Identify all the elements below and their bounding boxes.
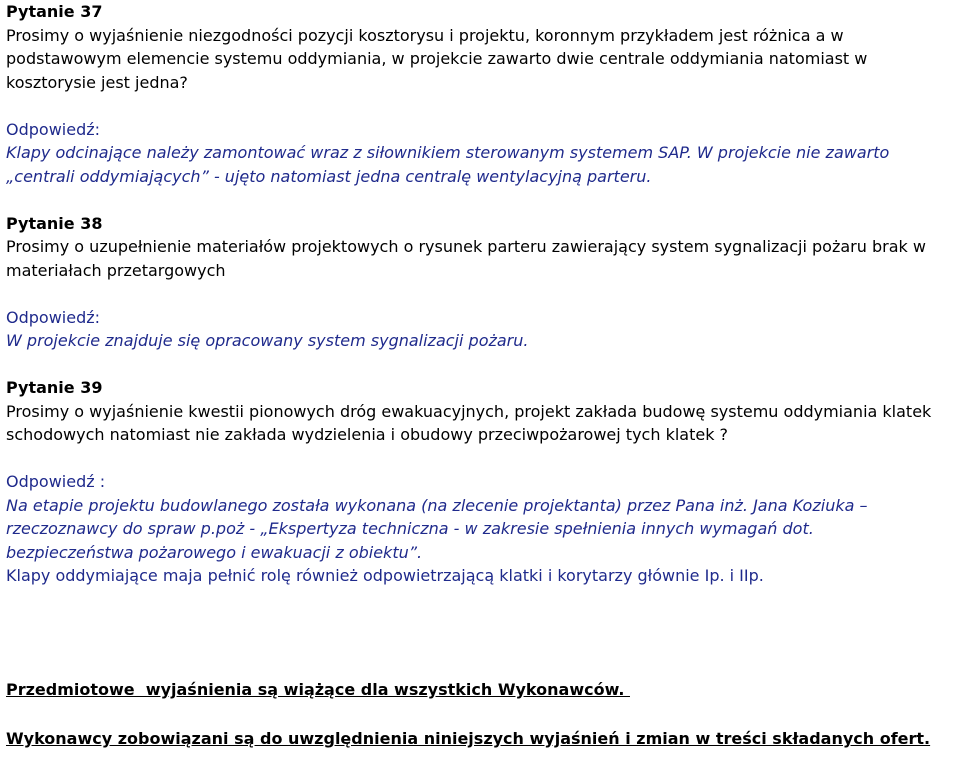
question-37-answer-part1: Klapy odcinające należy zamontować wraz z siłownikiem sterowanym systemem SAP.: [6, 143, 692, 162]
contractor-obligation-statement: Wykonawcy zobowiązani są do uwzględnienia niniejszych wyjaśnień i zmian w treści składanych ofert.: [6, 729, 931, 748]
question-38-text: Prosimy o uzupełnienie materiałów projektowych o rysunek parteru zawierający system sygnalizacji pożaru brak w materiałach przetargowych: [6, 237, 926, 280]
question-39-answer-line-1: Na etapie projektu budowlanego została wykonana (na zlecenie projektanta) przez Pana inż. Jana Koziuka –: [6, 495, 868, 515]
question-38-title: Pytanie 38: [6, 213, 103, 233]
question-37-title: Pytanie 37: [6, 2, 103, 21]
question-39-answer-line-4: Klapy oddymiające maja pełnić rolę również odpowietrzającą klatki i korytarzy głównie Ip. i IIp.: [6, 566, 764, 585]
question-39-text: Prosimy o wyjaśnienie kwestii pionowych dróg ewakuacyjnych, projekt zakłada budowę systemu oddymiania klatek schodowych natomiast nie zakłada wydzielenia i obudowy przeciwpożarowej tych klatek ?: [6, 401, 932, 444]
question-39-answer-line-2: rzeczoznawcy do spraw p.poż - „Ekspertyza techniczna - w zakresie spełnienia innych wymagań dot.: [6, 519, 814, 538]
question-39-answer-line-3: bezpieczeństwa pożarowego i ewakuacji z obiektu”.: [6, 542, 423, 562]
question-37: [6, 0, 956, 188]
binding-statement: Przedmiotowe wyjaśnienia są wiążące dla wszystkich Wykonawców.: [6, 680, 630, 699]
question-37-text: Prosimy o wyjaśnienie niezgodności pozycji kosztorysu i projektu, koronnym przykładem jest różnica a w podstawowym elemencie systemu oddymiania, w projekcie zawarto dwie centrale oddymiania natomiast w kosztorysie jest jedna?: [6, 25, 868, 92]
question-39-answer-label: Odpowiedź :: [6, 472, 106, 491]
document-page: [6, 0, 956, 748]
question-37-answer-part2: W projekcie nie zawarto „centrali oddymiających” - ujęto natomiast jedna centralę wentylacyjną parteru.: [6, 143, 890, 186]
question-38-answer-text: W projekcie znajduje się opracowany system sygnalizacji pożaru.: [6, 331, 529, 350]
question-39: [6, 376, 956, 588]
question-38-answer: [6, 329, 956, 353]
question-37-answer-label: Odpowiedź:: [6, 119, 101, 139]
question-39-title: Pytanie 39: [6, 378, 103, 397]
question-38: [6, 212, 956, 353]
question-37-answer: [6, 141, 956, 188]
question-38-answer-label: Odpowiedź:: [6, 307, 101, 327]
question-39-answer: [6, 494, 956, 588]
